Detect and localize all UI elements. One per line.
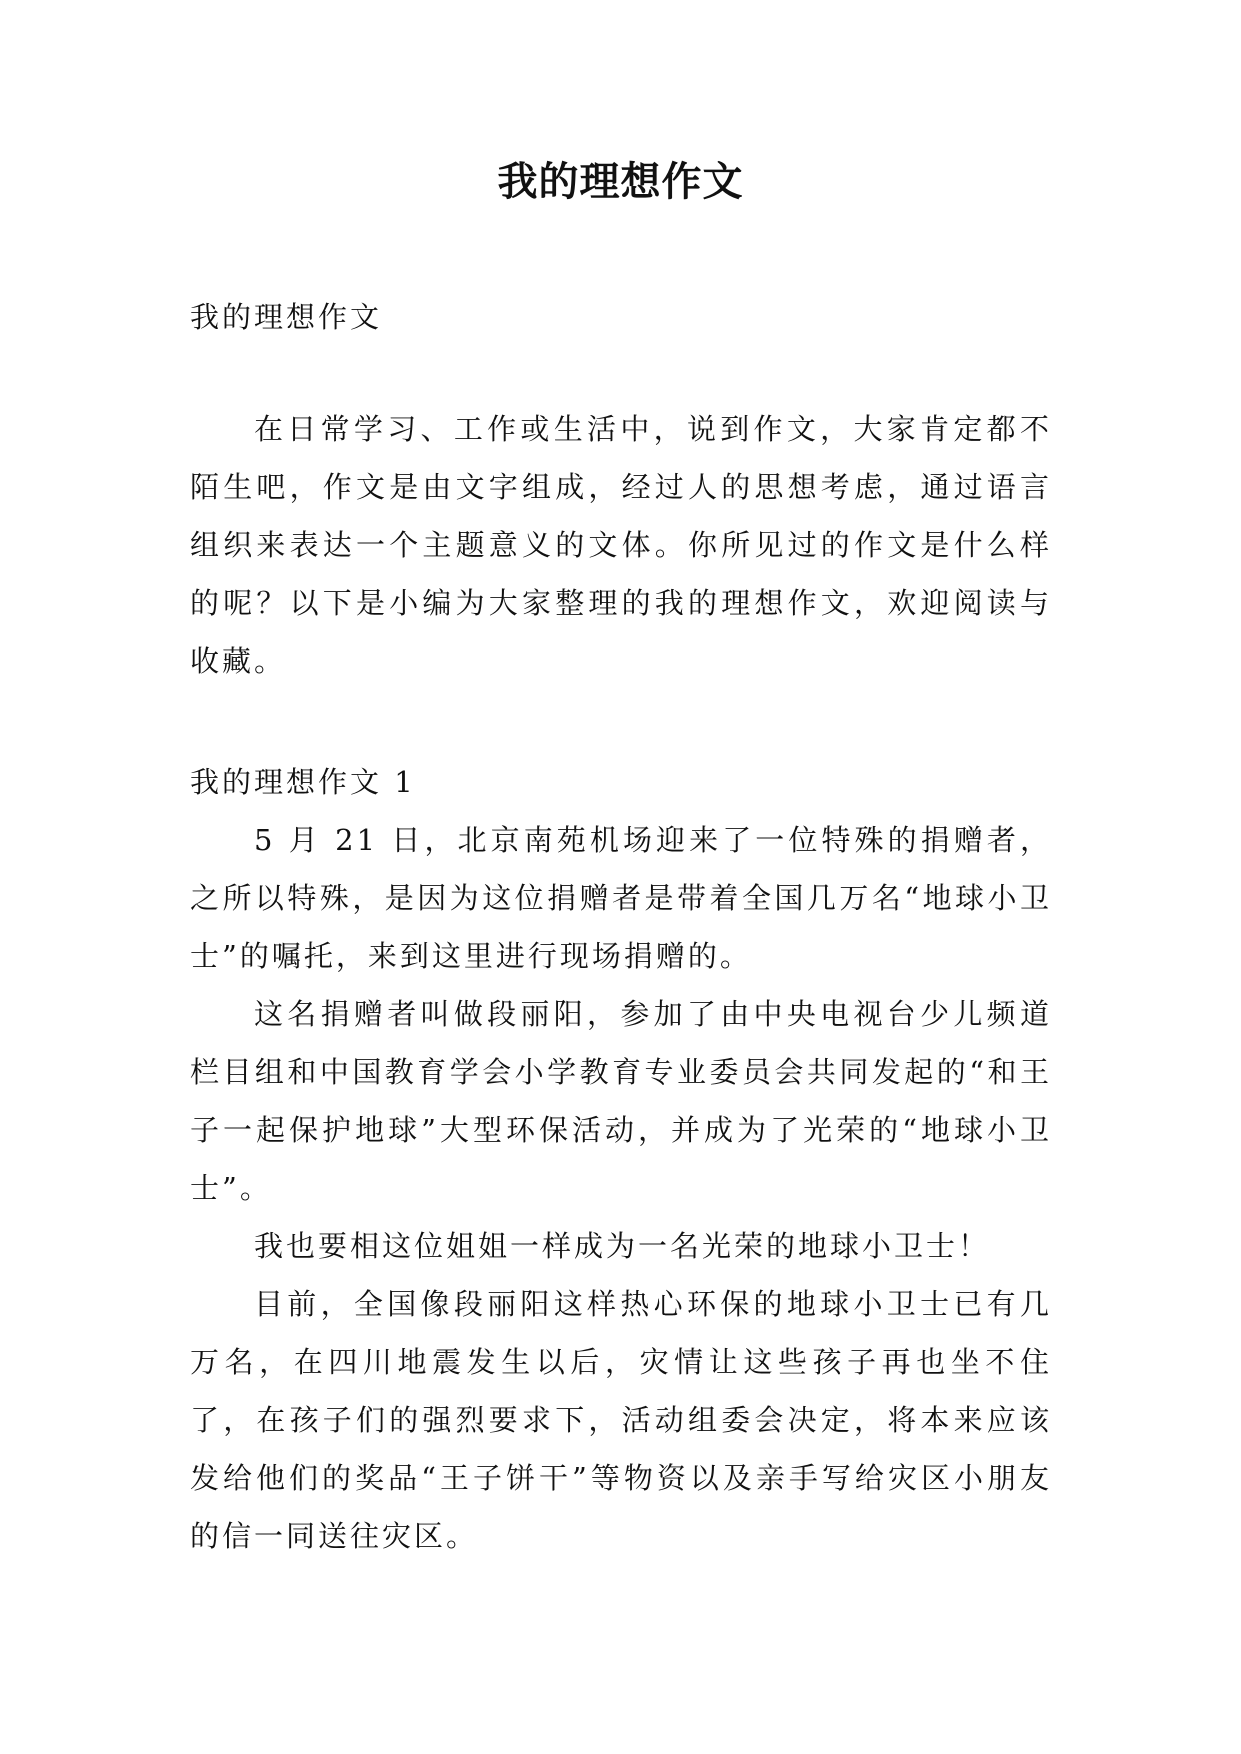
essay-paragraph-4: 目前，全国像段丽阳这样热心环保的地球小卫士已有几万名，在四川地震发生以后，灾情让这些孩子再也坐不住了，在孩子们的强烈要求下，活动组委会决定，将本来应该发给他们的奖品“王子饼干”等物资以及亲手写给灾区小朋友的信一同送往灾区。	[190, 1287, 1052, 1553]
section-title: 我的理想作文	[190, 300, 383, 334]
essay-heading: 我的理想作文 1	[190, 765, 416, 799]
essay-paragraph-2: 这名捐赠者叫做段丽阳，参加了由中央电视台少儿频道栏目组和中国教育学会小学教育专业委员会共同发起的“和王子一起保护地球”大型环保活动，并成为了光荣的“地球小卫士”。	[190, 997, 1052, 1205]
essay-body	[190, 811, 1052, 1565]
intro-paragraph: 在日常学习、工作或生活中，说到作文，大家肯定都不陌生吧，作文是由文字组成，经过人的思想考虑，通过语言组织来表达一个主题意义的文体。你所见过的作文是什么样的呢？以下是小编为大家整理的我的理想作文，欢迎阅读与收藏。	[190, 412, 1052, 678]
essay-paragraph-3: 我也要相这位姐姐一样成为一名光荣的地球小卫士！	[254, 1229, 991, 1263]
document-title: 我的理想作文	[497, 158, 744, 205]
essay-paragraph-1: 5 月 21 日，北京南苑机场迎来了一位特殊的捐赠者，之所以特殊，是因为这位捐赠者是带着全国几万名“地球小卫士”的嘱托，来到这里进行现场捐赠的。	[190, 823, 1052, 973]
intro-block	[190, 400, 1052, 690]
